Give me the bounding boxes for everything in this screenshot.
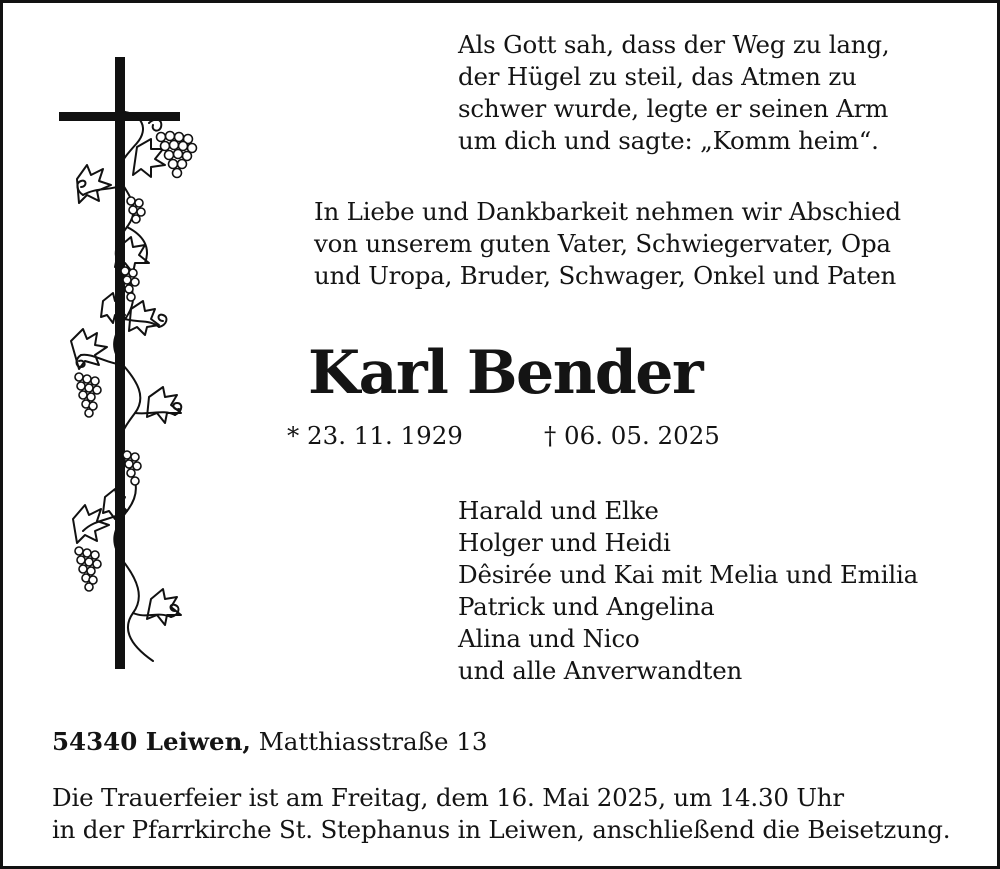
address-city: 54340 Leiwen, — [52, 727, 251, 756]
deceased-name: Karl Bender — [308, 338, 703, 408]
death-date: † 06. 05. 2025 — [544, 421, 720, 450]
mourner-entry: Holger und Heidi — [458, 528, 671, 557]
farewell-intro — [314, 196, 901, 292]
mourners-list — [458, 495, 918, 687]
funeral-service-info — [52, 782, 950, 846]
mourner-entry: Alina und Nico — [458, 624, 640, 653]
quote-line: der Hügel zu steil, das Atmen zu — [458, 62, 857, 91]
intro-line: und Uropa, Bruder, Schwager, Onkel und Paten — [314, 261, 897, 290]
service-line: Die Trauerfeier ist am Freitag, dem 16. Mai 2025, um 14.30 Uhr — [52, 783, 844, 812]
service-line: in der Pfarrkirche St. Stephanus in Leiwen, anschließend die Beisetzung. — [52, 815, 951, 844]
quote-line: um dich und sagte: „Komm heim“. — [458, 126, 879, 155]
quote-line: Als Gott sah, dass der Weg zu lang, — [458, 30, 890, 59]
intro-line: In Liebe und Dankbarkeit nehmen wir Abschied — [314, 197, 901, 226]
birth-date: * 23. 11. 1929 — [287, 421, 463, 450]
quote-verse — [458, 29, 889, 157]
quote-line: schwer wurde, legte er seinen Arm — [458, 94, 889, 123]
cross-with-vine-icon — [53, 51, 213, 676]
mourner-entry: und alle Anverwandten — [458, 656, 743, 685]
family-address — [52, 726, 487, 758]
mourner-entry: Harald und Elke — [458, 496, 659, 525]
mourner-entry: Patrick und Angelina — [458, 592, 715, 621]
intro-line: von unserem guten Vater, Schwiegervater, Opa — [314, 229, 891, 258]
address-street: Matthiasstraße 13 — [258, 727, 488, 756]
mourner-entry: Dêsirée und Kai mit Melia und Emilia — [458, 560, 919, 589]
